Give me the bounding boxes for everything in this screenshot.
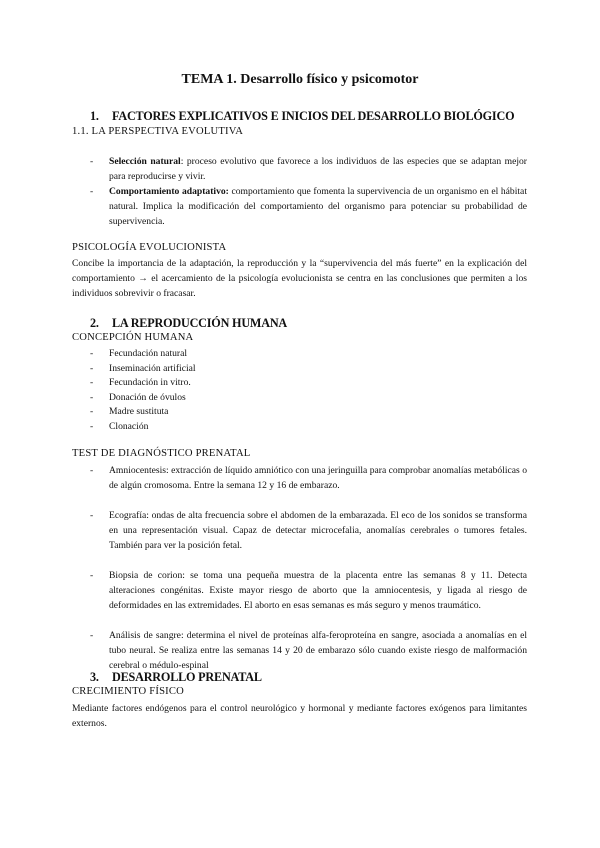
list-item-text: Inseminación artificial [109,362,196,374]
section-3-number: 3. [90,670,99,684]
bullet-dash: - [90,570,94,581]
list-item-text: Fecundación natural [109,348,188,359]
concepcion-list [72,347,527,434]
list-item [72,154,527,184]
list-item [72,508,527,553]
section-1-heading [90,109,514,124]
bullet-dash: - [90,420,94,432]
list-item [72,463,527,493]
list-item [72,376,527,391]
bullet-dash: - [90,186,94,197]
list-item-text: Amniocentesis: extracción de líquido amniótico con una jeringuilla para comprobar anomalías metabólicas o de algún cromosoma. Entre la semana 12 y 16 de embarazo. [109,465,527,491]
list-item [72,391,527,406]
list-item [72,347,527,362]
bullet-dash: - [90,156,94,167]
psicologia-subheading: PSICOLOGÍA EVOLUCIONISTA [72,242,227,253]
definition: comportamiento que fomenta la supervivencia de un organismo en el hábitat natural. Implica la modificación del comportamiento del organismo para potenciar su probabilidad de supervivencia. [109,186,527,227]
list-item-text: Biopsia de corion: se toma una pequeña muestra de la placenta entre las semanas 8 y 11. Detecta alteraciones congénitas. Existe mayor riesgo de aborto que la amniocentesis, y ligada al riesgo de deformidades en las extremidades. El aborto en esas semanas es más seguro y menos traumático. [109,570,527,611]
list-item-text: Clonación [109,420,149,432]
list-item [72,184,527,229]
section-1-subheading: 1.1. LA PERSPECTIVA EVOLUTIVA [72,126,244,137]
bullet-dash: - [90,630,94,641]
bullet-dash: - [90,406,94,417]
list-item-text: Fecundación in vitro. [109,377,191,388]
section-1-title: FACTORES EXPLICATIVOS E INICIOS DEL DESARROLLO BIOLÓGICO [112,109,515,123]
crecimiento-paragraph: Mediante factores endógenos para el control neurológico y hormonal y mediante factores exógenos para limitantes externos. [72,703,527,729]
section-2-number: 2. [90,316,99,330]
list-item-text: Donación de óvulos [109,391,186,403]
bullet-dash: - [90,391,94,403]
bullet-dash: - [90,348,94,359]
document-title: TEMA 1. Desarrollo físico y psicomotor [181,72,419,87]
list-item-text: Ecografía: ondas de alta frecuencia sobre el abdomen de la embarazada. El eco de los sonidos se transforma en una representación visual. Capaz de detectar microcefalia, anomalías cerebrales o tumores fetales. También para ver la posición fetal. [109,510,527,551]
term: Comportamiento adaptativo: [109,186,229,197]
section-3-heading [90,670,262,685]
bullet-dash: - [90,510,94,521]
definition: proceso evolutivo que favorece a los individuos de las especies que se adaptan mejor para reproducirse y vivir. [109,156,527,182]
term: Selección natural [109,156,181,167]
section-2-heading [90,316,287,331]
bullet-dash: - [90,465,94,476]
list-item [72,362,527,377]
section-1-number: 1. [90,109,99,123]
term-separator: : [180,156,184,167]
list-item [72,628,527,673]
list-item-text: Análisis de sangre: determina el nivel de proteínas alfa-feroproteína en sangre, asociada a anomalías en el tubo neural. Se realiza entre las semanas 14 y 20 de embarazo sólo cuando existe riesgo de malformación cerebral o médulo-espinal [109,630,527,671]
bullet-dash: - [90,362,94,374]
concepcion-subheading: CONCEPCIÓN HUMANA [72,332,194,343]
crecimiento-subheading: CRECIMIENTO FÍSICO [72,686,184,697]
bullet-dash: - [90,377,94,388]
test-subheading: TEST DE DIAGNÓSTICO PRENATAL [72,448,251,459]
section-2-title: LA REPRODUCCIÓN HUMANA [112,316,288,330]
section-3-title: DESARROLLO PRENATAL [112,670,262,684]
psicologia-paragraph: Concibe la importancia de la adaptación, la reproducción y la “supervivencia del más fuerte” en la explicación del comportamiento → el acercamiento de la psicología evolucionista se centra en las conclusiones que permiten a los individuos sobrevivir o fracasar. [72,258,527,299]
list-item [72,405,527,420]
test-list [72,463,527,688]
section-1-bullet-list [72,154,527,229]
list-item-text: Madre sustituta [109,406,169,417]
list-item [72,420,527,435]
list-item [72,568,527,613]
